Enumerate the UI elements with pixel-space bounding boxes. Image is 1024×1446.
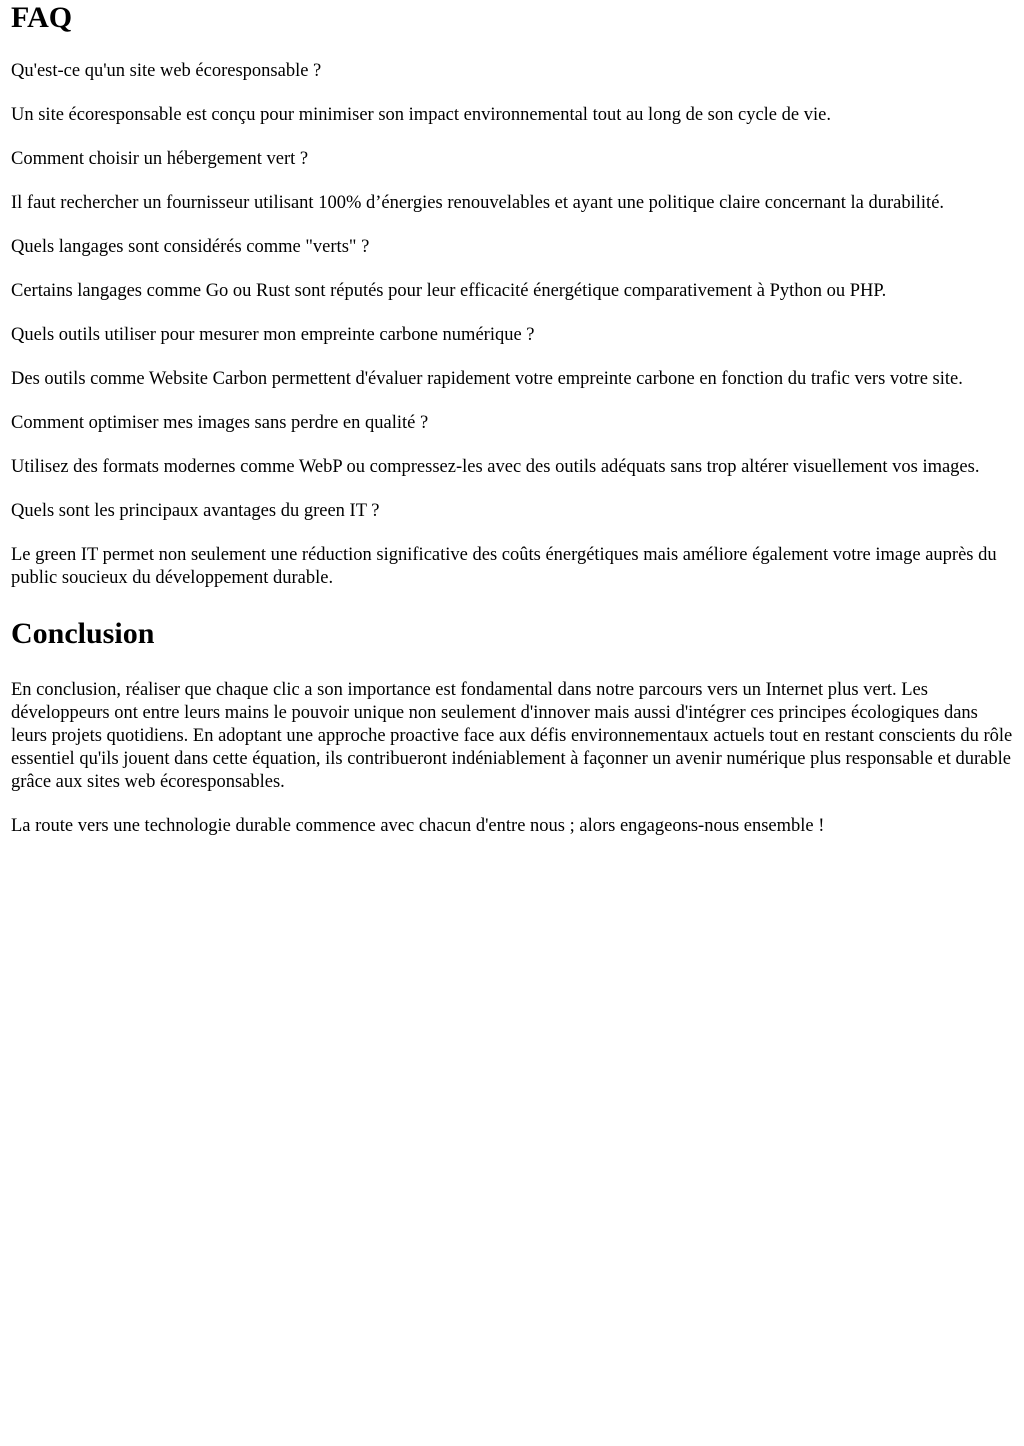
faq-question: Quels langages sont considérés comme "verts" ? (11, 237, 370, 257)
faq-answer: Le green IT permet non seulement une réduction significative des coûts énergétiques mais améliore également votre image auprès du public soucieux du développement durable. (11, 545, 997, 588)
faq-answer: Des outils comme Website Carbon permettent d'évaluer rapidement votre empreinte carbone en fonction du trafic vers votre site. (11, 369, 963, 389)
faq-item (11, 324, 1013, 391)
faq-answer: Il faut rechercher un fournisseur utilisant 100% d’énergies renouvelables et ayant une politique claire concernant la durabilité. (11, 193, 945, 213)
faq-question: Comment choisir un hébergement vert ? (11, 149, 309, 169)
conclusion-section (11, 617, 1013, 838)
faq-section (11, 0, 1013, 590)
conclusion-paragraph: La route vers une technologie durable commence avec chacun d'entre nous ; alors engageons-nous ensemble ! (11, 816, 825, 836)
faq-item (11, 148, 1013, 215)
conclusion-paragraph: En conclusion, réaliser que chaque clic a son importance est fondamental dans notre parcours vers un Internet plus vert. Les développeurs ont entre leurs mains le pouvoir unique non seulement d'innover mais aussi d'intégrer ces principes écologiques dans leurs projets quotidiens. En adoptant une approche proactive face aux défis environnementaux actuels tout en restant conscients du rôle essentiel qu'ils jouent dans cette équation, ils contribueront indéniablement à façonner un avenir numérique plus responsable et durable grâce aux sites web écoresponsables. (11, 680, 1013, 792)
faq-answer: Un site écoresponsable est conçu pour minimiser son impact environnemental tout au long de son cycle de vie. (11, 105, 831, 125)
faq-list (11, 60, 1013, 590)
faq-answer: Utilisez des formats modernes comme WebP ou compressez-les avec des outils adéquats sans trop altérer visuellement vos images. (11, 457, 980, 477)
faq-answer: Certains langages comme Go ou Rust sont réputés pour leur efficacité énergétique comparativement à Python ou PHP. (11, 281, 887, 301)
conclusion-body (11, 679, 1013, 838)
faq-heading: FAQ (11, 1, 73, 34)
faq-item (11, 412, 1013, 479)
faq-item (11, 60, 1013, 127)
faq-question: Comment optimiser mes images sans perdre en qualité ? (11, 413, 429, 433)
faq-question: Qu'est-ce qu'un site web écoresponsable ? (11, 61, 322, 81)
faq-item (11, 236, 1013, 303)
faq-item (11, 500, 1013, 590)
conclusion-heading: Conclusion (11, 617, 155, 650)
faq-question: Quels outils utiliser pour mesurer mon empreinte carbone numérique ? (11, 325, 535, 345)
faq-question: Quels sont les principaux avantages du green IT ? (11, 501, 380, 521)
